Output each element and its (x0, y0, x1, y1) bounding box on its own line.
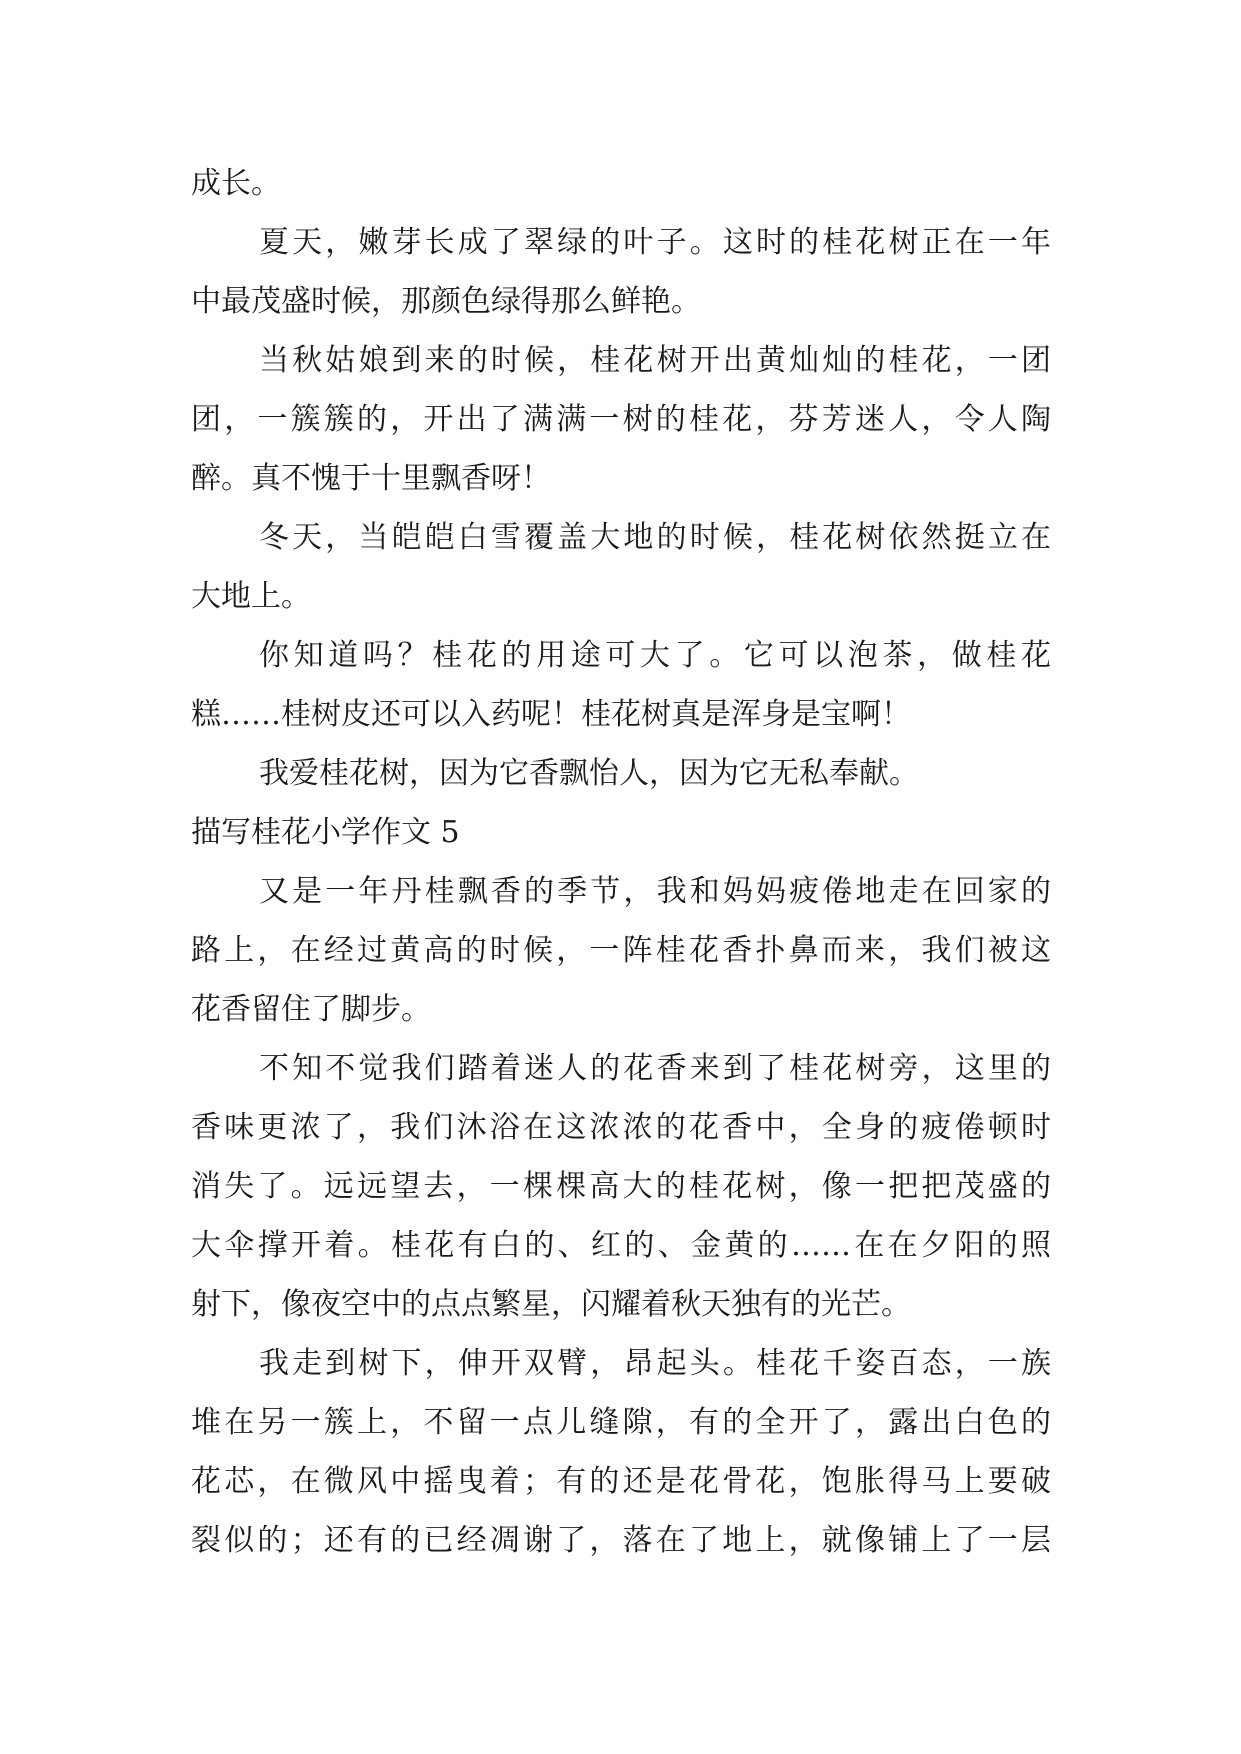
text-line: 花芯，在微风中摇曳着；有的还是花骨花，饱胀得马上要破 (191, 1464, 1051, 1499)
text-line: 射下，像夜空中的点点繁星，闪耀着秋天独有的光芒。 (191, 1287, 911, 1322)
text-line: 裂似的；还有的已经凋谢了，落在了地上，就像铺上了一层 (191, 1523, 1051, 1558)
text-line: 当秋姑娘到来的时候，桂花树开出黄灿灿的桂花，一团 (259, 343, 1051, 378)
text-line: 又是一年丹桂飘香的季节，我和妈妈疲倦地走在回家的 (259, 874, 1051, 909)
text-line: 醉。真不愧于十里飘香呀！ (191, 461, 551, 496)
text-line: 我爱桂花树，因为它香飘怡人，因为它无私奉献。 (259, 756, 919, 791)
text-line: 成长。 (191, 166, 281, 201)
text-line: 路上，在经过黄高的时候，一阵桂花香扑鼻而来，我们被这 (191, 933, 1051, 968)
text-line: 夏天，嫩芽长成了翠绿的叶子。这时的桂花树正在一年 (259, 225, 1051, 260)
essay-body (191, 154, 1051, 1570)
text-line: 堆在另一簇上，不留一点儿缝隙，有的全开了，露出白色的 (191, 1405, 1051, 1440)
text-line: 糕……桂树皮还可以入药呢！桂花树真是浑身是宝啊！ (191, 697, 911, 732)
text-line: 消失了。远远望去，一棵棵高大的桂花树，像一把把茂盛的 (191, 1169, 1051, 1204)
text-line: 不知不觉我们踏着迷人的花香来到了桂花树旁，这里的 (259, 1051, 1051, 1086)
text-line: 大伞撑开着。桂花有白的、红的、金黄的……在在夕阳的照 (191, 1228, 1051, 1263)
text-line: 花香留住了脚步。 (191, 992, 431, 1027)
text-line: 团，一簇簇的，开出了满满一树的桂花，芬芳迷人，令人陶 (191, 402, 1051, 437)
text-line: 冬天，当皑皑白雪覆盖大地的时候，桂花树依然挺立在 (259, 520, 1051, 555)
text-line: 我走到树下，伸开双臂，昂起头。桂花千姿百态，一族 (259, 1346, 1051, 1381)
text-line: 大地上。 (191, 579, 311, 614)
text-line: 你知道吗？桂花的用途可大了。它可以泡茶，做桂花 (259, 638, 1051, 673)
text-line: 香味更浓了，我们沐浴在这浓浓的花香中，全身的疲倦顿时 (191, 1110, 1051, 1145)
text-line: 中最茂盛时候，那颜色绿得那么鲜艳。 (191, 284, 701, 319)
section-heading: 描写桂花小学作文 5 (191, 815, 460, 850)
